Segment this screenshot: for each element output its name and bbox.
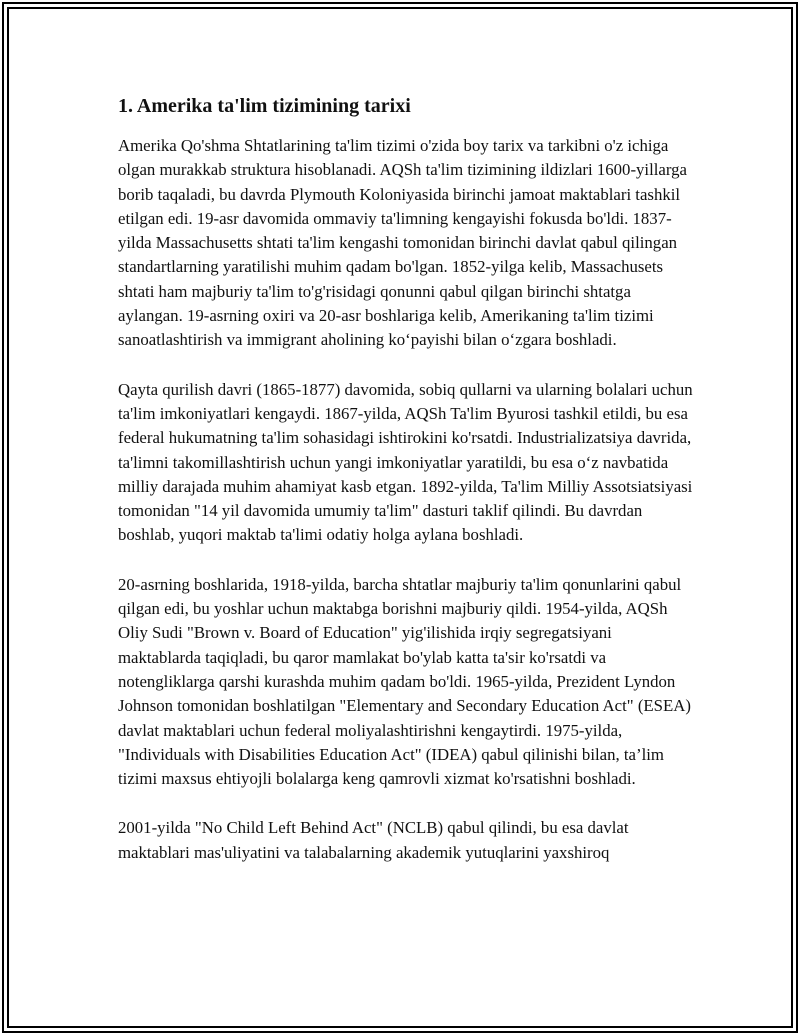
- paragraph-1: Amerika Qo'shma Shtatlarining ta'lim tizimi o'zida boy tarix va tarkibni o'z ichiga olgan murakkab struktura hisoblanadi. AQSh ta'lim tizimining ildizlari 1600-yillarga borib taqaladi, bu davrda Plymouth Koloniyasida birinchi jamoat maktablari tashkil etilgan edi. 19-asr davomida ommaviy ta'limning kengayishi fokusda bo'ldi. 1837-yilda Massachusetts shtati ta'lim kengashi tomonidan birinchi davlat qabul qilingan standartlarning yaratilishi muhim qadam bo'lgan. 1852-yilga kelib, Massachusets shtati ham majburiy ta'lim to'g'risidagi qonunni qabul qilgan birinchi shtatga aylangan. 19-asrning oxiri va 20-asr boshlariga kelib, Amerikaning ta'lim tizimi sanoatlashtirish va immigrant aholining ko‘payishi bilan o‘zgara boshladi.: [118, 136, 687, 350]
- paragraph-2: Qayta qurilish davri (1865-1877) davomida, sobiq qullarni va ularning bolalari uchun ta'lim imkoniyatlari kengaydi. 1867-yilda, AQSh Ta'lim Byurosi tashkil etildi, bu esa federal hukumatning ta'lim sohasidagi ishtirokini ko'rsatdi. Industrializatsiya davrida, ta'limni takomillashtirish uchun yangi imkoniyatlar yaratildi, bu esa o‘z navbatida milliy darajada muhim ahamiyat kasb etgan. 1892-yilda, Ta'lim Milliy Assotsiatsiyasi tomonidan "14 yil davomida umumiy ta'lim" dasturi taklif qilindi. Bu davrdan boshlab, yuqori maktab ta'limi odatiy holga aylana boshladi.: [118, 379, 693, 545]
- section-heading: 1. Amerika ta'lim tizimining tarixi: [118, 95, 411, 117]
- document-body: [118, 92, 693, 890]
- paragraph-3: 20-asrning boshlarida, 1918-yilda, barcha shtatlar majburiy ta'lim qonunlarini qabul qilgan edi, bu yoshlar uchun maktabga borishni majburiy qildi. 1954-yilda, AQSh Oliy Sudi "Brown v. Board of Education" yig'ilishida irqiy segregatsiyani maktablarda taqiqladi, bu qaror mamlakat bo'ylab katta ta'sir ko'rsatdi va notengliklarga qarshi kurashda muhim qadam bo'ldi. 1965-yilda, Prezident Lyndon Johnson tomonidan boshlatilgan "Elementary and Secondary Education Act" (ESEA) davlat maktablari uchun federal moliyalashtirishni kengaytirdi. 1975-yilda, "Individuals with Disabilities Education Act" (IDEA) qabul qilinishi bilan, ta’lim tizimi maxsus ehtiyojli bolalarga keng qamrovli xizmat ko'rsatishni boshladi.: [118, 574, 691, 789]
- paragraph-4: 2001-yilda "No Child Left Behind Act" (NCLB) qabul qilindi, bu esa davlat maktablari mas'uliyatini va talabalarning akademik yutuqlarini yaxshiroq: [118, 818, 629, 862]
